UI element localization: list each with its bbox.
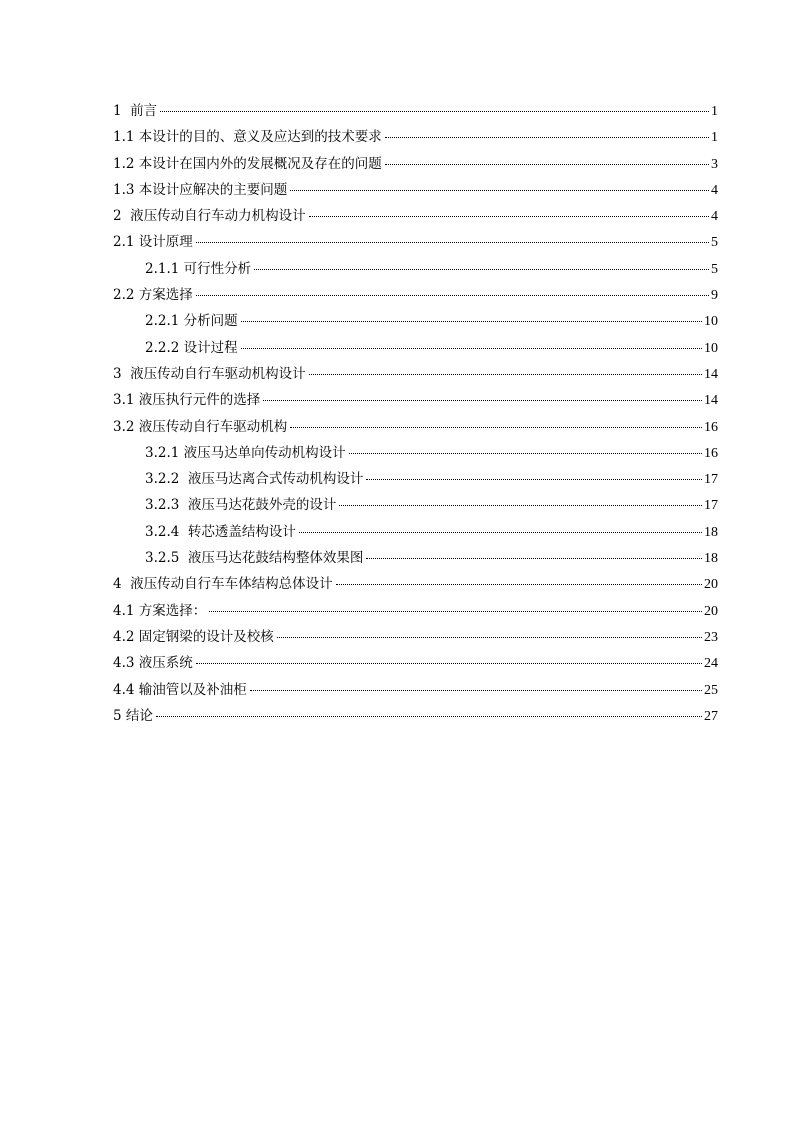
toc-entry-page: 4 bbox=[711, 182, 718, 198]
toc-entry-3-2-3[interactable] bbox=[113, 493, 718, 519]
toc-entry-4-3[interactable] bbox=[113, 651, 718, 677]
toc-entry-label: 3.2.4 转芯透盖结构设计 bbox=[145, 523, 296, 540]
toc-entry-page: 5 bbox=[711, 261, 718, 277]
toc-entry-label: 1 前言 bbox=[113, 103, 158, 119]
toc-leader-dots bbox=[156, 716, 702, 717]
toc-entry-3-2-4[interactable] bbox=[113, 520, 718, 546]
toc-entry-label: 3.2.1 液压马达单向传动机构设计 bbox=[145, 444, 346, 461]
toc-entry-page: 24 bbox=[704, 656, 718, 672]
toc-entry-4-2[interactable] bbox=[113, 625, 718, 651]
toc-entry-label: 4.1 方案选择： bbox=[113, 602, 207, 619]
toc-leader-dots bbox=[366, 558, 702, 559]
toc-entry-page: 17 bbox=[704, 472, 718, 488]
toc-entry-2-2[interactable] bbox=[113, 283, 718, 309]
toc-entry-3-2-5[interactable] bbox=[113, 546, 718, 572]
toc-entry-2[interactable] bbox=[113, 204, 718, 230]
toc-entry-label: 2.2 方案选择 bbox=[113, 287, 193, 304]
toc-entry-3-2-2[interactable] bbox=[113, 467, 718, 493]
toc-leader-dots bbox=[160, 111, 709, 112]
toc-entry-label: 3.2.5 液压马达花鼓结构整体效果图 bbox=[145, 550, 364, 567]
toc-leader-dots bbox=[196, 242, 709, 243]
toc-entry-3[interactable] bbox=[113, 362, 718, 388]
toc-leader-dots bbox=[241, 348, 702, 349]
toc-entry-1-1[interactable] bbox=[113, 125, 718, 151]
toc-leader-dots bbox=[263, 400, 702, 401]
toc-entry-page: 17 bbox=[704, 498, 718, 514]
toc-leader-dots bbox=[254, 269, 709, 270]
toc-entry-label: 4 液压传动自行车车体结构总体设计 bbox=[113, 576, 333, 593]
toc-entry-page: 1 bbox=[711, 104, 718, 119]
toc-entry-page: 27 bbox=[704, 708, 718, 724]
toc-entry-5[interactable] bbox=[113, 704, 718, 730]
toc-leader-dots bbox=[250, 690, 702, 691]
toc-entry-4-1[interactable] bbox=[113, 599, 718, 625]
toc-entry-page: 18 bbox=[704, 524, 718, 540]
toc-entry-3-2[interactable] bbox=[113, 415, 718, 441]
toc-leader-dots bbox=[196, 663, 702, 664]
toc-entry-page: 25 bbox=[704, 682, 718, 698]
toc-entry-page: 1 bbox=[711, 130, 718, 146]
toc-entry-label: 2 液压传动自行车动力机构设计 bbox=[113, 208, 306, 225]
toc-entry-page: 16 bbox=[704, 419, 718, 435]
toc-leader-dots bbox=[385, 164, 709, 165]
toc-entry-label: 3.2.3 液压马达花鼓外壳的设计 bbox=[145, 497, 337, 514]
toc-entry-1-2[interactable] bbox=[113, 152, 718, 178]
toc-entry-page: 20 bbox=[704, 603, 718, 619]
toc-entry-page: 3 bbox=[711, 156, 718, 172]
toc-entry-2-2-1[interactable] bbox=[113, 309, 718, 335]
toc-entry-label: 3.2.2 液压马达离合式传动机构设计 bbox=[145, 471, 364, 488]
toc-leader-dots bbox=[277, 637, 702, 638]
toc-entry-label: 4.3 液压系统 bbox=[113, 655, 193, 672]
toc-entry-label: 3.1 液压执行元件的选择 bbox=[113, 392, 261, 409]
toc-entry-4-4[interactable] bbox=[113, 678, 718, 704]
toc-entry-page: 14 bbox=[704, 393, 718, 409]
toc-leader-dots bbox=[349, 453, 702, 454]
toc-entry-label: 2.2.1 分析问题 bbox=[145, 313, 238, 330]
toc-entry-1-3[interactable] bbox=[113, 178, 718, 204]
toc-entry-page: 14 bbox=[704, 366, 718, 382]
toc-leader-dots bbox=[290, 427, 702, 428]
toc-entry-page: 5 bbox=[711, 235, 718, 251]
toc-leader-dots bbox=[385, 137, 709, 138]
toc-entry-page: 23 bbox=[704, 629, 718, 645]
toc-entry-page: 9 bbox=[711, 288, 718, 304]
toc-entry-label: 4.2 固定钢梁的设计及校核 bbox=[113, 628, 274, 645]
toc-leader-dots bbox=[299, 532, 702, 533]
toc-entry-label: 1.1 本设计的目的、意义及应达到的技术要求 bbox=[113, 129, 382, 146]
toc-leader-dots bbox=[339, 505, 702, 506]
toc-entry-label: 4.4 输油管以及补油柜 bbox=[113, 681, 247, 698]
toc-entry-label: 3 液压传动自行车驱动机构设计 bbox=[113, 365, 306, 382]
toc-leader-dots bbox=[309, 374, 702, 375]
toc-entry-2-1-1[interactable] bbox=[113, 257, 718, 283]
toc-entry-page: 10 bbox=[704, 340, 718, 356]
toc-leader-dots bbox=[209, 611, 702, 612]
toc-entry-label: 2.1 设计原理 bbox=[113, 234, 193, 251]
toc-entry-3-1[interactable] bbox=[113, 388, 718, 414]
toc-entry-page: 4 bbox=[711, 209, 718, 225]
toc-entry-label: 2.1.1 可行性分析 bbox=[145, 260, 252, 277]
toc-entry-label: 3.2 液压传动自行车驱动机构 bbox=[113, 418, 288, 435]
toc-entry-label: 5 结论 bbox=[113, 707, 153, 724]
toc-entry-page: 10 bbox=[704, 314, 718, 330]
toc-leader-dots bbox=[290, 190, 709, 191]
toc-entry-page: 18 bbox=[704, 551, 718, 567]
toc-entry-2-2-2[interactable] bbox=[113, 336, 718, 362]
toc-entry-2-1[interactable] bbox=[113, 230, 718, 256]
table-of-contents bbox=[113, 99, 718, 730]
toc-entry-1[interactable] bbox=[113, 99, 718, 125]
toc-leader-dots bbox=[336, 584, 702, 585]
toc-entry-label: 1.2 本设计在国内外的发展概况及存在的问题 bbox=[113, 155, 382, 172]
toc-entry-label: 1.3 本设计应解决的主要问题 bbox=[113, 181, 288, 198]
toc-leader-dots bbox=[196, 295, 709, 296]
toc-entry-page: 16 bbox=[704, 445, 718, 461]
toc-leader-dots bbox=[366, 479, 702, 480]
toc-entry-label: 2.2.2 设计过程 bbox=[145, 339, 238, 356]
toc-entry-3-2-1[interactable] bbox=[113, 441, 718, 467]
toc-leader-dots bbox=[309, 216, 709, 217]
toc-entry-4[interactable] bbox=[113, 572, 718, 598]
toc-entry-page: 20 bbox=[704, 577, 718, 593]
toc-leader-dots bbox=[241, 321, 702, 322]
